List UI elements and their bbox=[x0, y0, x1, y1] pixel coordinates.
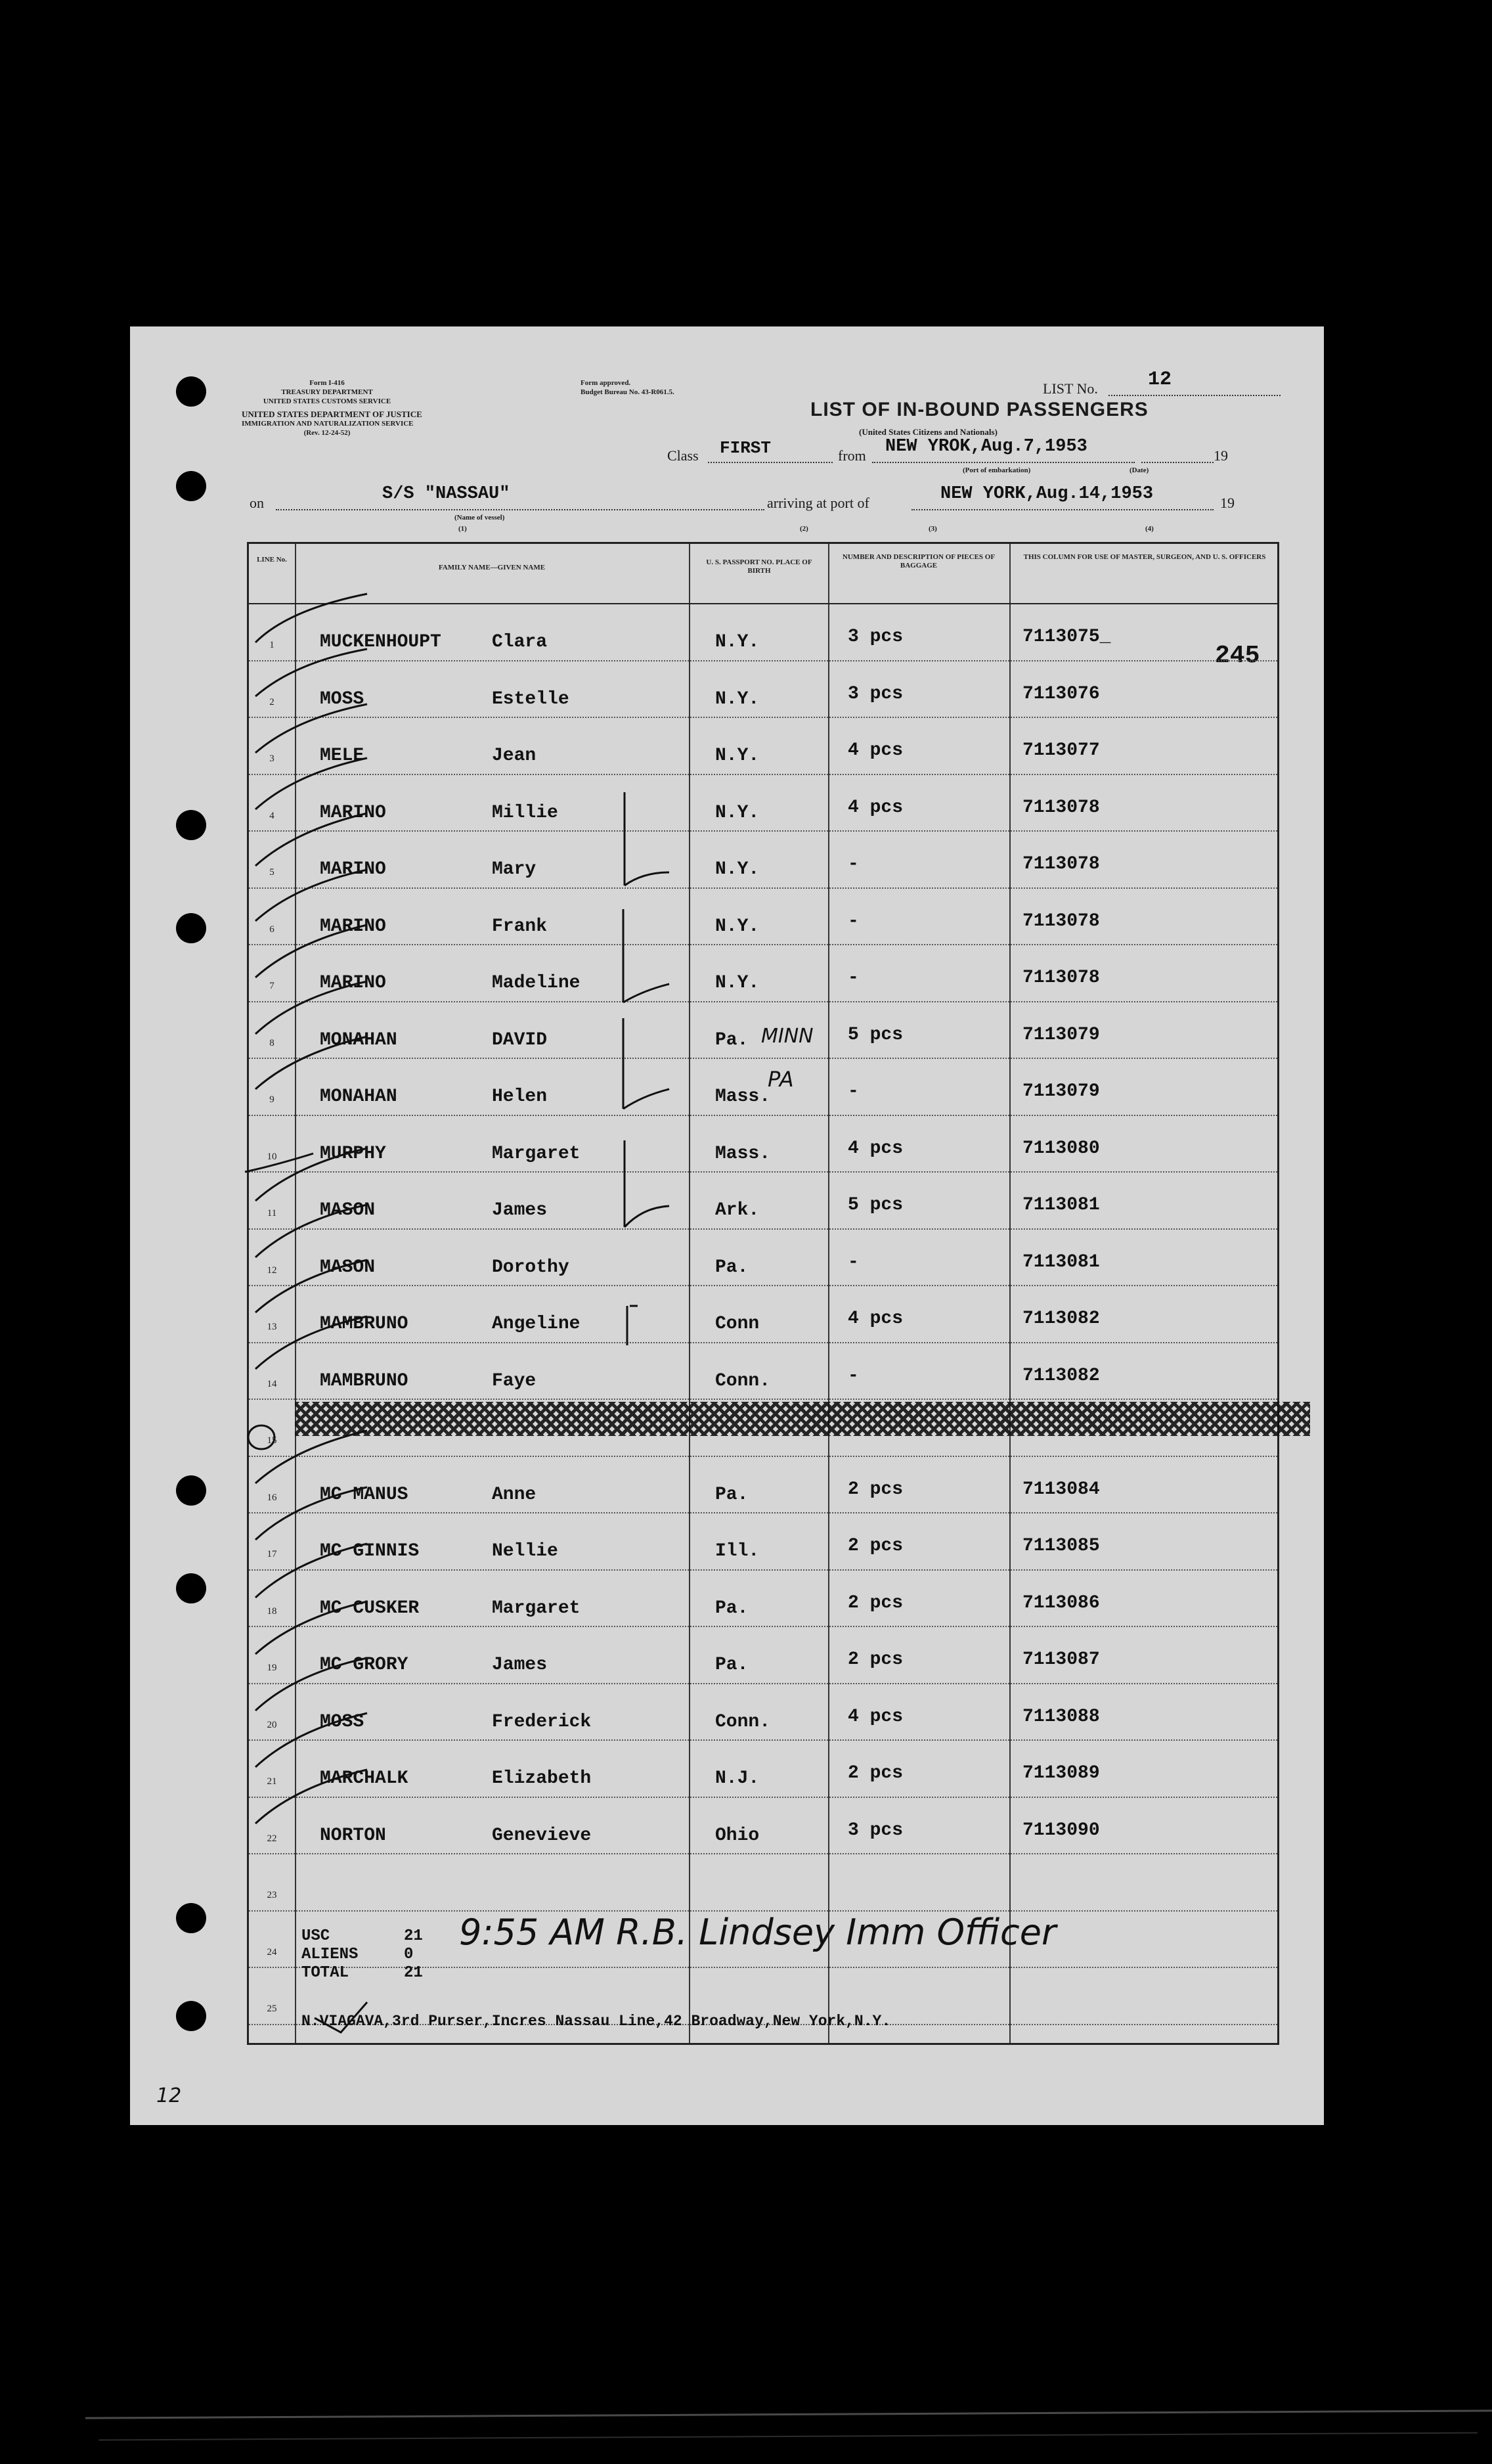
passenger-table bbox=[247, 542, 1279, 2045]
place-of-birth: Conn. bbox=[715, 1711, 771, 1732]
given-name: Mary bbox=[492, 859, 537, 880]
place-of-birth: N.Y. bbox=[715, 688, 760, 709]
family-name: MONAHAN bbox=[320, 1086, 397, 1107]
baggage-count: 4 pcs bbox=[848, 740, 904, 761]
passport-number: 7113078 bbox=[1022, 797, 1100, 818]
baggage-count: 3 pcs bbox=[848, 1820, 904, 1841]
baggage-count: - bbox=[848, 1251, 859, 1272]
on-label: on bbox=[250, 495, 264, 511]
scanner-edge-line bbox=[99, 2432, 1478, 2441]
given-name: Estelle bbox=[492, 688, 569, 709]
document-title: LIST OF IN-BOUND PASSENGERS bbox=[810, 399, 1149, 420]
family-name: MURPHY bbox=[320, 1143, 386, 1164]
arriving-label: arriving at port of bbox=[767, 495, 869, 511]
passport-number: 7113079 bbox=[1022, 1024, 1100, 1045]
family-name: MARINO bbox=[320, 802, 386, 823]
given-name: Elizabeth bbox=[492, 1768, 592, 1789]
year-prefix: 19 bbox=[1220, 495, 1235, 511]
family-name: MARINO bbox=[320, 859, 386, 880]
given-name: Jean bbox=[492, 746, 537, 766]
purser-line: N.VIAGAVA,3rd Purser,Incres Nassau Line,42 Broadway,New York,N.Y. bbox=[301, 2013, 891, 2030]
handwritten-correction: PA bbox=[768, 1067, 794, 1092]
line-number: 2 bbox=[269, 696, 274, 707]
place-of-birth: Pa. bbox=[715, 1484, 749, 1505]
from-line bbox=[872, 462, 1135, 463]
justice-department: UNITED STATES DEPARTMENT OF JUSTICE bbox=[242, 409, 422, 419]
inspector-signature: 9:55 AM R.B. Lindsey Imm Officer bbox=[459, 1912, 1057, 1953]
check-marks bbox=[236, 544, 695, 2047]
family-name: NORTON bbox=[320, 1825, 386, 1846]
given-name: Margaret bbox=[492, 1143, 581, 1164]
passport-number: 7113079 bbox=[1022, 1081, 1100, 1102]
family-name: MONAHAN bbox=[320, 1029, 397, 1050]
baggage-count: - bbox=[848, 1081, 859, 1102]
treasury-department: TREASURY DEPARTMENT bbox=[281, 388, 373, 396]
baggage-count: 5 pcs bbox=[848, 1195, 904, 1215]
baggage-count: 5 pcs bbox=[848, 1024, 904, 1045]
baggage-count: 2 pcs bbox=[848, 1536, 904, 1556]
binder-hole bbox=[176, 913, 206, 943]
given-name: Frederick bbox=[492, 1711, 592, 1732]
family-name: MC GRORY bbox=[320, 1655, 408, 1675]
baggage-count: 4 pcs bbox=[848, 1138, 904, 1159]
form-header-justice bbox=[242, 409, 422, 437]
baggage-count: 2 pcs bbox=[848, 1649, 904, 1670]
line-number: 23 bbox=[267, 1890, 277, 1900]
place-of-birth: N.Y. bbox=[715, 802, 760, 823]
usc-value: 21 bbox=[404, 1927, 423, 1945]
immigration-service: IMMIGRATION AND NATURALIZATION SERVICE bbox=[242, 420, 414, 428]
line-number: 1 bbox=[269, 640, 274, 650]
total-value: 21 bbox=[404, 1964, 423, 1982]
given-name: James bbox=[492, 1655, 548, 1675]
binder-hole bbox=[176, 1475, 206, 1506]
given-name: Clara bbox=[492, 632, 548, 652]
line-number: 8 bbox=[269, 1037, 274, 1048]
family-name: MUCKENHOUPT bbox=[320, 632, 441, 652]
line-number: 3 bbox=[269, 753, 274, 764]
line-number: 18 bbox=[267, 1605, 277, 1617]
line-number: 19 bbox=[267, 1663, 277, 1673]
line-number: 16 bbox=[267, 1492, 277, 1503]
passport-number: 7113081 bbox=[1022, 1251, 1100, 1272]
approved-text: Form approved. bbox=[581, 379, 631, 387]
place-of-birth: Ohio bbox=[715, 1825, 760, 1846]
manifest-page bbox=[130, 326, 1324, 2125]
given-name: Margaret bbox=[492, 1598, 581, 1619]
column-divider bbox=[828, 544, 829, 2043]
place-of-birth: Ill. bbox=[715, 1541, 760, 1561]
family-name: MOSS bbox=[320, 688, 364, 709]
line-number: 6 bbox=[269, 924, 274, 935]
given-name: James bbox=[492, 1200, 548, 1221]
passport-number: 7113084 bbox=[1022, 1479, 1100, 1500]
vessel-name: S/S "NASSAU" bbox=[382, 484, 510, 504]
handwritten-correction: MINN bbox=[761, 1025, 814, 1048]
binder-hole bbox=[176, 376, 206, 407]
line-number: 5 bbox=[269, 867, 274, 878]
family-name: MARCHALK bbox=[320, 1768, 408, 1789]
line-number: 7 bbox=[269, 981, 274, 991]
port-embarkation-caption: (Port of embarkation) bbox=[963, 466, 1031, 474]
aliens-label: ALIENS bbox=[301, 1946, 359, 1963]
passport-number: 7113076 bbox=[1022, 683, 1100, 704]
scanner-edge-line bbox=[85, 2409, 1492, 2419]
place-of-birth: N.Y. bbox=[715, 632, 760, 652]
passport-number: 7113080 bbox=[1022, 1138, 1100, 1159]
line-number: 14 bbox=[267, 1378, 277, 1389]
given-name: Millie bbox=[492, 802, 558, 823]
date-caption: (Date) bbox=[1130, 466, 1149, 474]
page-count-stamp: 245 bbox=[1215, 642, 1260, 670]
family-name: MOSS bbox=[320, 1711, 364, 1732]
passport-number: 7113085 bbox=[1022, 1536, 1100, 1556]
usc-label: USC bbox=[301, 1927, 330, 1945]
list-number-line bbox=[1108, 395, 1281, 396]
passport-number: 7113090 bbox=[1022, 1820, 1100, 1841]
year-prefix: 19 bbox=[1214, 447, 1228, 464]
document-subtitle: (United States Citizens and Nationals) bbox=[859, 427, 998, 437]
given-name: Genevieve bbox=[492, 1825, 592, 1846]
passport-number: 7113081 bbox=[1022, 1195, 1100, 1215]
class-value: FIRST bbox=[720, 438, 772, 458]
aliens-value: 0 bbox=[404, 1946, 414, 1963]
arrival-value: NEW YORK,Aug.14,1953 bbox=[940, 484, 1154, 504]
baggage-count: - bbox=[848, 968, 859, 988]
place-of-birth: N.J. bbox=[715, 1768, 760, 1789]
binder-hole bbox=[176, 1573, 206, 1603]
line-number: 24 bbox=[267, 1946, 277, 1958]
customs-service: UNITED STATES CUSTOMS SERVICE bbox=[263, 397, 391, 405]
place-of-birth: N.Y. bbox=[715, 973, 760, 993]
list-number-value: 12 bbox=[1148, 369, 1172, 391]
place-of-birth: Mass. bbox=[715, 1086, 771, 1107]
line-number: 20 bbox=[267, 1719, 277, 1730]
passport-number: 7113078 bbox=[1022, 854, 1100, 874]
baggage-count: 3 pcs bbox=[848, 683, 904, 704]
family-name: MC GINNIS bbox=[320, 1541, 420, 1561]
form-approval bbox=[581, 378, 674, 397]
arrival-line bbox=[911, 509, 1214, 510]
place-of-birth: N.Y. bbox=[715, 746, 760, 766]
total-label: TOTAL bbox=[301, 1964, 349, 1982]
given-name: Frank bbox=[492, 916, 548, 937]
line-number: 13 bbox=[267, 1322, 277, 1332]
budget-bureau: Budget Bureau No. 43-R061.5. bbox=[581, 388, 674, 396]
column-number: (1) bbox=[458, 525, 467, 533]
family-name: MAMBRUNO bbox=[320, 1314, 408, 1334]
line-number: 25 bbox=[267, 2004, 277, 2014]
line-number: 10 bbox=[267, 1151, 277, 1162]
column-number: (4) bbox=[1145, 525, 1154, 533]
family-name: MASON bbox=[320, 1200, 376, 1221]
baggage-count: 2 pcs bbox=[848, 1592, 904, 1613]
baggage-count: 2 pcs bbox=[848, 1763, 904, 1783]
given-name: Dorothy bbox=[492, 1257, 569, 1278]
passport-number: 7113082 bbox=[1022, 1309, 1100, 1329]
header-baggage: NUMBER AND DESCRIPTION OF PIECES OF BAGGAGE bbox=[842, 553, 996, 570]
family-name: MC CUSKER bbox=[320, 1598, 420, 1619]
family-name: MARINO bbox=[320, 973, 386, 993]
passport-number: 7113082 bbox=[1022, 1365, 1100, 1386]
given-name: Nellie bbox=[492, 1541, 558, 1561]
binder-hole bbox=[176, 2001, 206, 2031]
given-name: Anne bbox=[492, 1484, 537, 1505]
class-line bbox=[708, 462, 833, 463]
form-header-treasury bbox=[261, 378, 393, 406]
passport-number: 7113087 bbox=[1022, 1649, 1100, 1670]
margin-note: 12 bbox=[156, 2084, 182, 2107]
line-number: 12 bbox=[267, 1265, 277, 1276]
baggage-count: - bbox=[848, 1365, 859, 1386]
given-name: Helen bbox=[492, 1086, 548, 1107]
header-line-no: LINE No. bbox=[257, 556, 287, 564]
family-name: MELE bbox=[320, 746, 364, 766]
family-name: MC MANUS bbox=[320, 1484, 408, 1505]
column-number: (3) bbox=[929, 525, 937, 533]
passport-number: 7113086 bbox=[1022, 1592, 1100, 1613]
vessel-line bbox=[276, 509, 764, 510]
date-line bbox=[1141, 462, 1214, 463]
passport-number: 7113078 bbox=[1022, 910, 1100, 931]
header-passport: U. S. PASSPORT NO. PLACE OF BIRTH bbox=[706, 558, 812, 575]
place-of-birth: Ark. bbox=[715, 1200, 760, 1221]
revision-date: (Rev. 12-24-52) bbox=[303, 429, 351, 437]
line-number: 21 bbox=[267, 1776, 277, 1787]
binder-hole bbox=[176, 1903, 206, 1933]
baggage-count: 2 pcs bbox=[848, 1479, 904, 1500]
binder-hole bbox=[176, 810, 206, 840]
family-name: MAMBRUNO bbox=[320, 1370, 408, 1391]
baggage-count: - bbox=[848, 854, 859, 874]
binder-hole bbox=[176, 471, 206, 501]
vessel-caption: (Name of vessel) bbox=[454, 514, 505, 522]
form-number: Form I-416 bbox=[309, 379, 345, 387]
line-number: 22 bbox=[267, 1833, 277, 1844]
passport-number: 7113075_ bbox=[1022, 627, 1111, 647]
header-officers: THIS COLUMN FOR USE OF MASTER, SURGEON, AND U. S. OFFICERS bbox=[1023, 553, 1266, 561]
line-number: 15 bbox=[267, 1435, 277, 1446]
column-number: (2) bbox=[800, 525, 808, 533]
baggage-count: 4 pcs bbox=[848, 797, 904, 818]
line-number: 11 bbox=[267, 1208, 277, 1219]
from-label: from bbox=[838, 447, 866, 464]
place-of-birth: Pa. bbox=[715, 1655, 749, 1675]
given-name: Madeline bbox=[492, 973, 581, 993]
place-of-birth: Pa. bbox=[715, 1598, 749, 1619]
baggage-count: 4 pcs bbox=[848, 1706, 904, 1727]
place-of-birth: Conn bbox=[715, 1314, 760, 1334]
place-of-birth: N.Y. bbox=[715, 916, 760, 937]
line-number: 9 bbox=[269, 1094, 274, 1105]
baggage-count: - bbox=[848, 910, 859, 931]
family-name: MARINO bbox=[320, 916, 386, 937]
passport-number: 7113078 bbox=[1022, 968, 1100, 988]
baggage-count: 3 pcs bbox=[848, 627, 904, 647]
given-name: Angeline bbox=[492, 1314, 581, 1334]
place-of-birth: Pa. bbox=[715, 1257, 749, 1278]
place-of-birth: Conn. bbox=[715, 1370, 771, 1391]
column-divider bbox=[1009, 544, 1011, 2043]
passport-number: 7113077 bbox=[1022, 740, 1100, 761]
place-of-birth: Pa. bbox=[715, 1029, 749, 1050]
place-of-birth: N.Y. bbox=[715, 859, 760, 880]
given-name: DAVID bbox=[492, 1029, 548, 1050]
line-number: 17 bbox=[267, 1549, 277, 1559]
given-name: Faye bbox=[492, 1370, 537, 1391]
class-label: Class bbox=[667, 447, 699, 464]
passport-number: 7113088 bbox=[1022, 1706, 1100, 1727]
passport-number: 7113089 bbox=[1022, 1763, 1100, 1783]
embarkation-value: NEW YROK,Aug.7,1953 bbox=[885, 437, 1087, 457]
list-number-label: LIST No. bbox=[1043, 380, 1098, 397]
line-number: 4 bbox=[269, 810, 274, 821]
baggage-count: 4 pcs bbox=[848, 1309, 904, 1329]
place-of-birth: Mass. bbox=[715, 1143, 771, 1164]
family-name: MASON bbox=[320, 1257, 376, 1278]
header-name: FAMILY NAME—GIVEN NAME bbox=[438, 564, 546, 571]
